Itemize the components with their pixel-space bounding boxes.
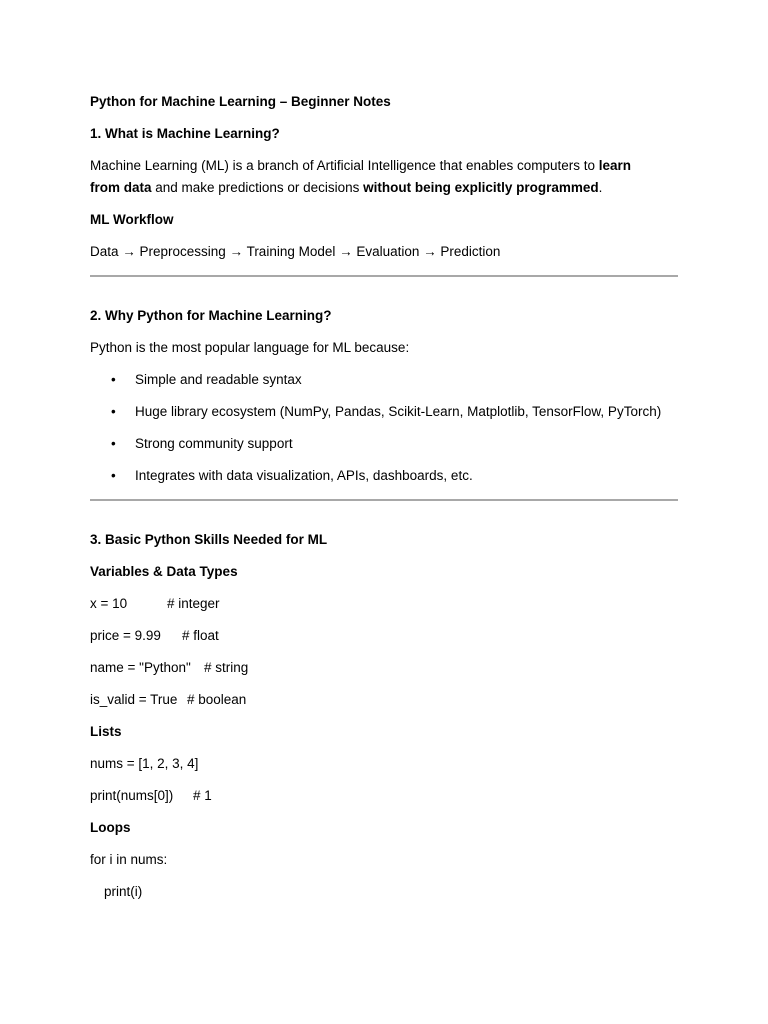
variables-heading: Variables & Data Types <box>90 564 238 579</box>
paragraph-text: . <box>598 180 603 195</box>
code-comment: # integer <box>167 596 220 611</box>
horizontal-rule <box>90 275 678 277</box>
ml-workflow-heading: ML Workflow <box>90 212 174 227</box>
bullet-icon: • <box>111 404 116 419</box>
loops-heading: Loops <box>90 820 131 835</box>
bullet-icon: • <box>111 436 116 451</box>
code-text: print(nums[0]) <box>90 788 174 803</box>
bullet-icon: • <box>111 468 116 483</box>
ml-workflow-text: Data → Preprocessing → Training Model → Evaluation → Prediction <box>90 244 501 259</box>
code-text: nums = [1, 2, 3, 4] <box>90 756 199 771</box>
code-comment: # 1 <box>193 788 212 803</box>
paragraph-emphasis: from data <box>90 180 152 195</box>
code-text: name = "Python" <box>90 660 191 675</box>
code-line <box>90 691 247 709</box>
code-line <box>90 755 198 773</box>
section-3-heading: 3. Basic Python Skills Needed for ML <box>90 532 328 547</box>
section-1-paragraph-line-1 <box>90 157 631 175</box>
section-2-heading: 2. Why Python for Machine Learning? <box>90 308 332 323</box>
document-title: Python for Machine Learning – Beginner Notes <box>90 94 391 109</box>
paragraph-emphasis: without being explicitly programmed <box>363 180 599 195</box>
lists-heading: Lists <box>90 724 122 739</box>
horizontal-rule <box>90 499 678 501</box>
code-text: price = 9.99 <box>90 628 161 643</box>
code-comment: # float <box>182 628 219 643</box>
section-1-paragraph-line-2 <box>90 179 602 197</box>
list-item: Strong community support <box>135 436 293 451</box>
code-line <box>90 787 212 805</box>
code-text: is_valid = True <box>90 692 178 707</box>
code-line: for i in nums: <box>90 852 168 867</box>
code-text: x = 10 <box>90 596 128 611</box>
list-item: Integrates with data visualization, APIs, dashboards, etc. <box>135 468 473 483</box>
code-line <box>90 595 220 613</box>
paragraph-emphasis: learn <box>598 158 632 173</box>
bullet-icon: • <box>111 372 116 387</box>
section-1-heading: 1. What is Machine Learning? <box>90 126 280 141</box>
code-comment: # boolean <box>187 692 247 707</box>
paragraph-text: and make predictions or decisions <box>151 180 364 195</box>
list-item: Simple and readable syntax <box>135 372 302 387</box>
code-line <box>90 659 249 677</box>
code-line <box>90 627 219 645</box>
paragraph-text: Machine Learning (ML) is a branch of Artificial Intelligence that enables computers to <box>90 158 599 173</box>
code-line-indented: print(i) <box>104 884 143 899</box>
list-item: Huge library ecosystem (NumPy, Pandas, Scikit-Learn, Matplotlib, TensorFlow, PyTorch) <box>135 404 662 419</box>
section-2-intro: Python is the most popular language for ML because: <box>90 340 410 355</box>
code-comment: # string <box>204 660 249 675</box>
